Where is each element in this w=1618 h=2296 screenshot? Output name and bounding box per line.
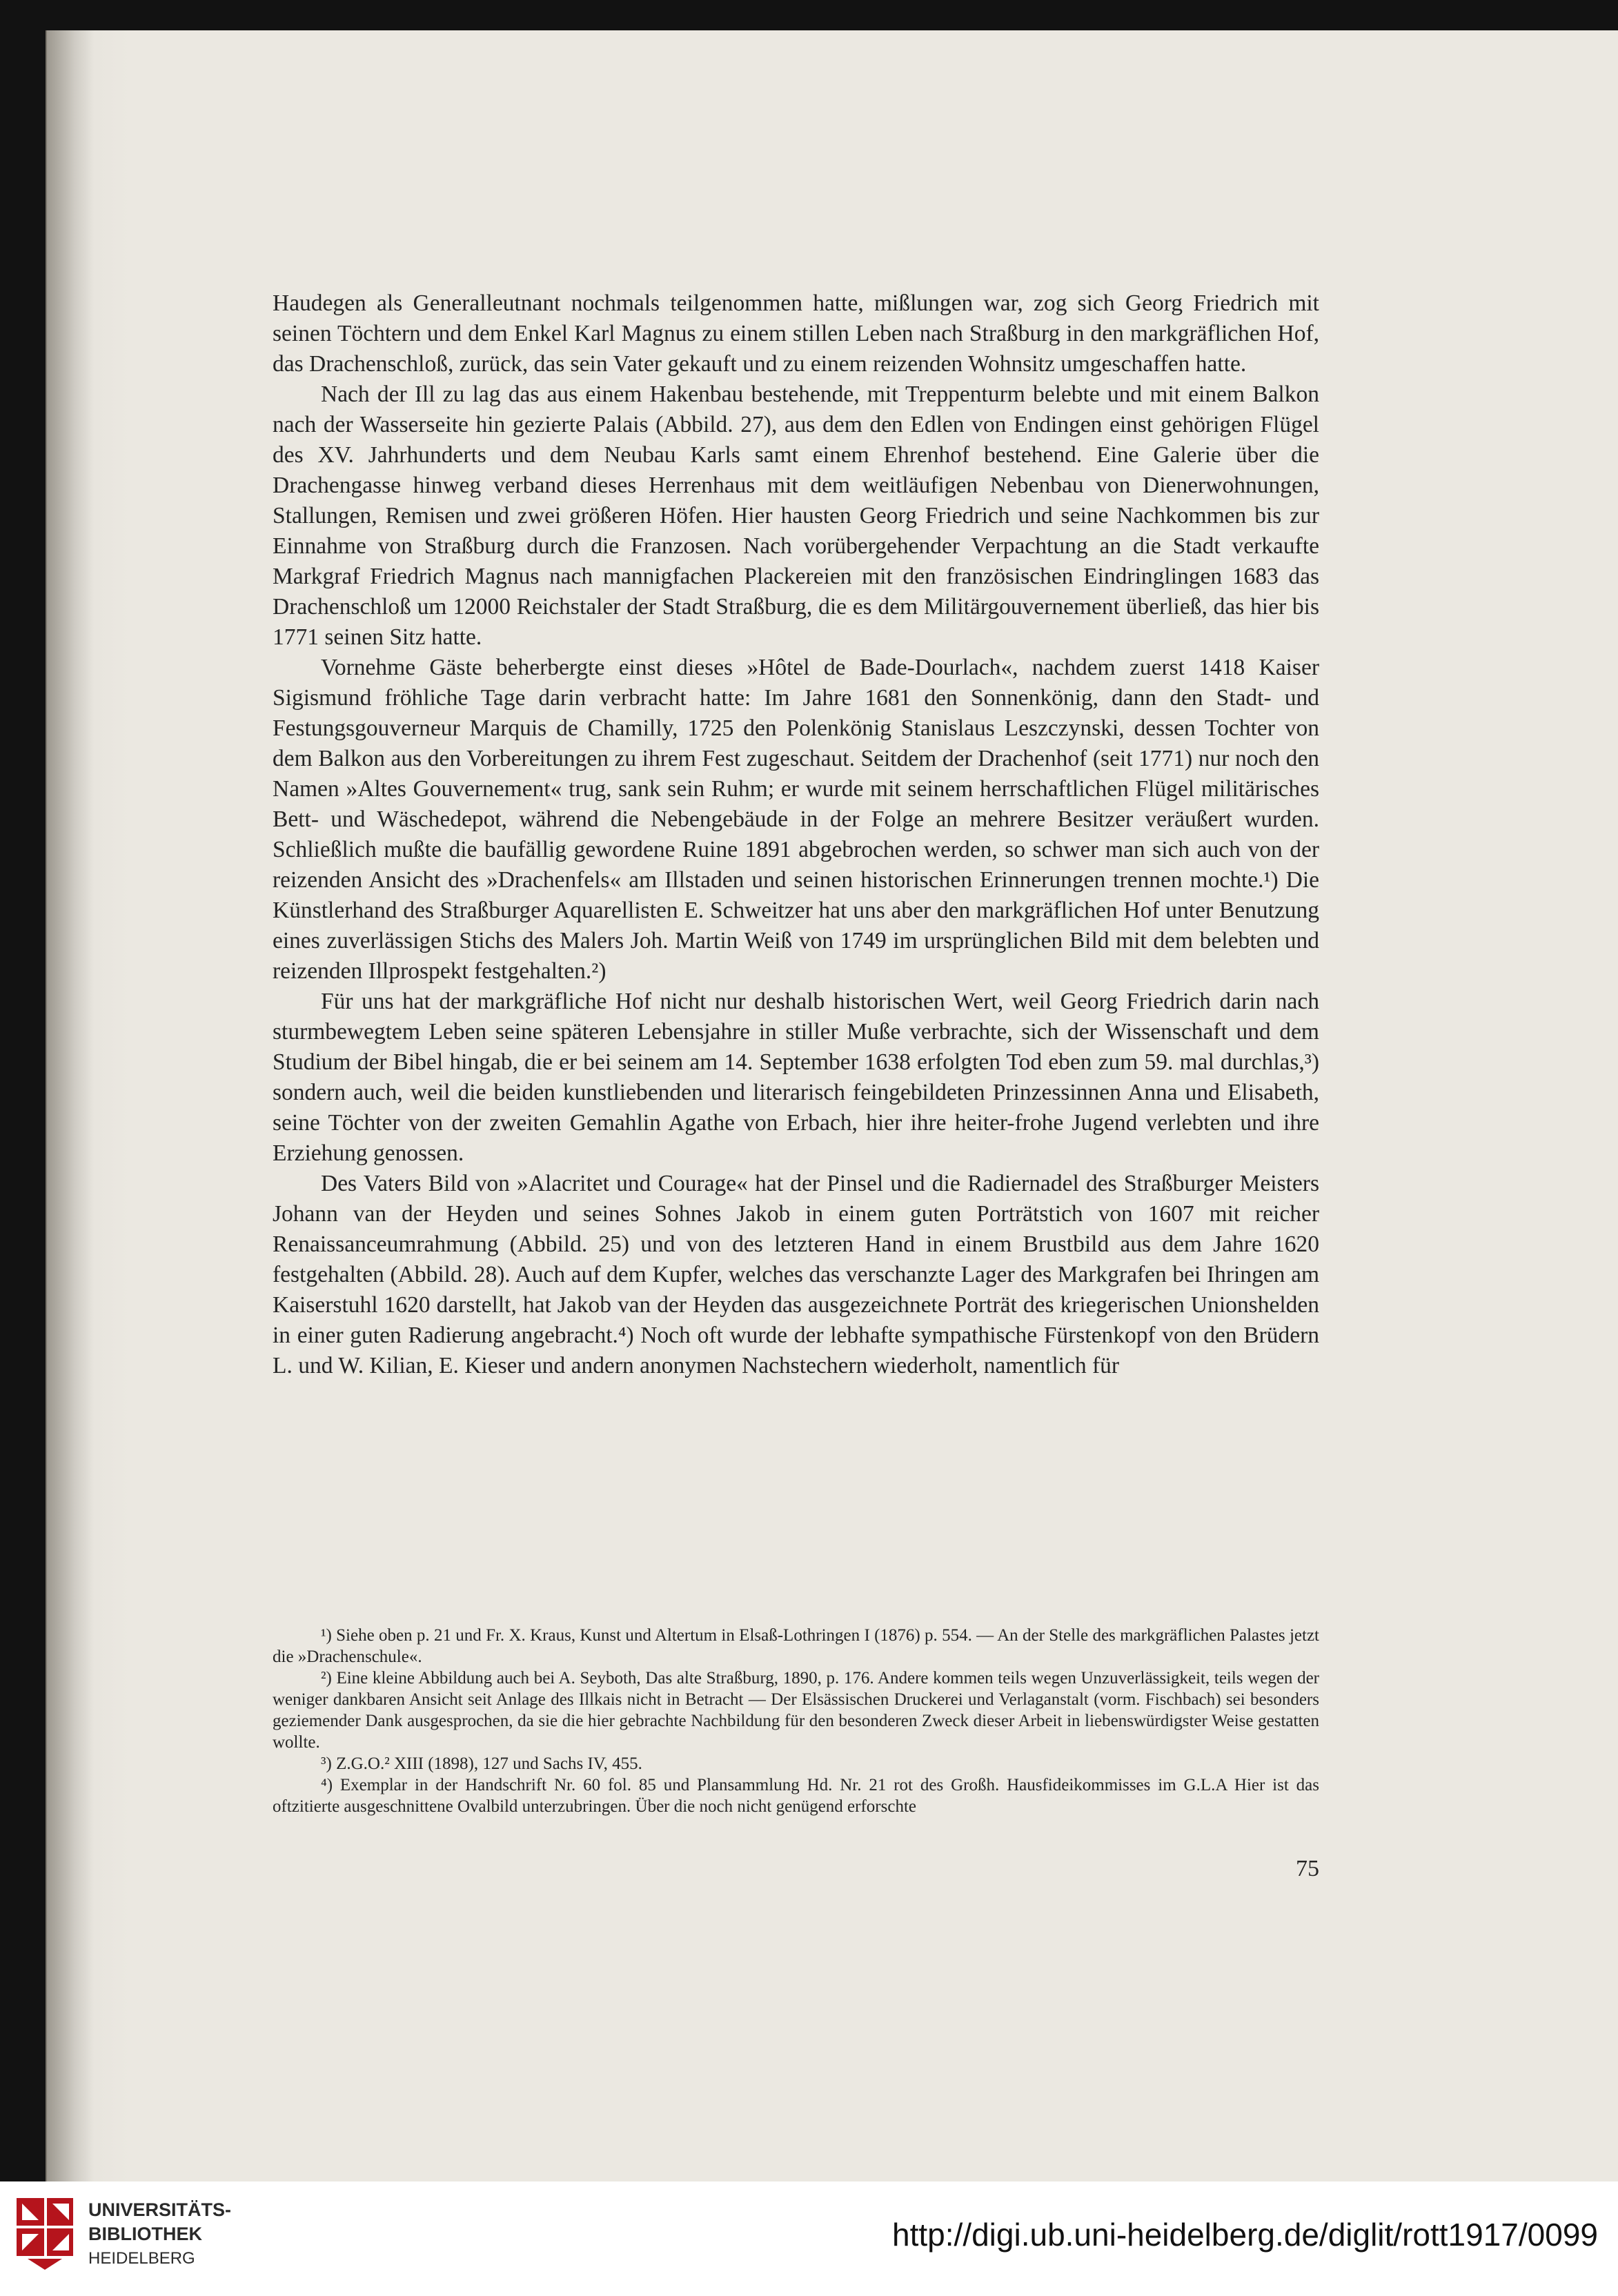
- logo-line: UNIVERSITÄTS-: [88, 2199, 232, 2220]
- library-seal-icon: [14, 2195, 76, 2271]
- library-logo[interactable]: [14, 2195, 232, 2278]
- paragraph: Nach der Ill zu lag das aus einem Hakenbau bestehende, mit Treppenturm belebte und mit einem Balkon nach der Wasserseite hin gezierte Palais (Abbild. 27), aus dem den Edlen von Endingen einst gehörigen Flügel des XV. Jahrhunderts und dem Neubau Karls samt einem Ehrenhof bestehend. Eine Galerie über die Drachengasse hinweg verband dieses Herrenhaus mit dem weitläufigen Nebenbau von Dienerwohnungen, Stallungen, Remisen und zwei größeren Höfen. Hier hausten Georg Friedrich und seine Nachkommen bis zur Einnahme von Straßburg durch die Franzosen. Nach vorübergehender Verpachtung an die Stadt verkaufte Markgraf Friedrich Magnus nach mannigfachen Plackereien mit den französischen Eindringlingen 1683 das Drachenschloß um 12000 Reichstaler der Stadt Straßburg, die es dem Militärgouvernement überließ, das hier bis 1771 seinen Sitz hatte.: [273, 382, 1319, 650]
- footnotes: [273, 1625, 1319, 1817]
- page-number: 75: [1296, 1856, 1319, 1881]
- footer-bar: [0, 2181, 1618, 2296]
- paragraph: Vornehme Gäste beherbergte einst dieses »Hôtel de Bade-Dourlach«, nachdem zuerst 1418 Kaiser Sigismund fröhliche Tage darin verbracht hatte: Im Jahre 1681 den Sonnenkönig, dann den Stadt- und Festungsgouverneur Marquis de Chamilly, 1725 den Polenkönig Stanislaus Leszczynski, dessen Tochter von dem Balkon aus den Vorbereitungen zu ihrem Fest zugeschaut. Seitdem der Drachenhof (seit 1771) nur noch den Namen »Altes Gouvernement« trug, sank sein Ruhm; er wurde mit seinem herrschaftlichen Flügel militärisches Bett- und Wäschedepot, während die Nebengebäude in der Folge an mehrere Besitzer veräußert wurden. Schließlich mußte die baufällig gewordene Ruine 1891 abgebrochen werden, so schwer man sich auch von der reizenden Ansicht des »Drachenfels« am Illstaden und seinen historischen Erinnerungen trennen mochte.¹) Die Künstlerhand des Straßburger Aquarellisten E. Schweitzer hat uns aber den markgräflichen Hof unter Benutzung eines zuverlässigen Stichs des Malers Joh. Martin Weiß von 1749 im ursprünglichen Bild mit dem belebten und reizenden Illprospekt festgehalten.²): [273, 655, 1319, 984]
- footnote: ¹) Siehe oben p. 21 und Fr. X. Kraus, Kunst und Altertum in Elsaß-Lothringen I (1876) p. 554. — An der Stelle des markgräflichen Palastes jetzt die »Drachenschule«.: [273, 1626, 1319, 1666]
- footnote: ⁴) Exemplar in der Handschrift Nr. 60 fol. 85 und Plansammlung Hd. Nr. 21 rot des Großh. Hausfideikommisses im G.L.A Hier ist das oftzitierte ausgeschnittene Ovalbild unterzubringen. Über die noch nicht genügend erforschte: [273, 1776, 1319, 1816]
- paragraph: Haudegen als Generalleutnant nochmals teilgenommen hatte, mißlungen war, zog sich Georg Friedrich mit seinen Töchtern und dem Enkel Karl Magnus zu einem stillen Leben nach Straßburg in den markgräflichen Hof, das Drachenschloß, zurück, das sein Vater gekauft und zu einem reizenden Wohnsitz umgeschaffen hatte.: [273, 290, 1319, 377]
- logo-line: BIBLIOTHEK: [88, 2224, 202, 2244]
- gutter-shadow: [46, 30, 94, 2181]
- paragraph: Für uns hat der markgräfliche Hof nicht nur deshalb historischen Wert, weil Georg Friedrich darin nach sturmbewegtem Leben seine späteren Lebensjahre in stiller Muße verbrachte, sich der Wissenschaft und dem Studium der Bibel hingab, die er bei seinem am 14. September 1638 erfolgten Tod eben zum 59. mal durchlas,³) sondern auch, weil die beiden kunstliebenden und literarisch feingebildeten Prinzessinnen Anna und Elisabeth, seine Töchter von der zweiten Gemahlin Agathe von Erbach, hier ihre heiter-frohe Jugend verlebten und ihre Erziehung genossen.: [273, 989, 1319, 1166]
- footnote: ²) Eine kleine Abbildung auch bei A. Seyboth, Das alte Straßburg, 1890, p. 176. Andere kommen teils wegen Unzuverlässigkeit, teils wegen der weniger dankbaren Ansicht seit Anlage des Illkais nicht in Betracht — Der Elsässischen Druckerei und Verlaganstalt (vorm. Fischbach) sei besonders geziemender Dank ausgesprochen, da sie die hier gebrachte Nachbildung für den besonderen Zweck dieser Arbeit in liebenswürdigster Weise gestatten wollte.: [273, 1669, 1319, 1752]
- logo-line: HEIDELBERG: [88, 2249, 195, 2268]
- permalink[interactable]: http://digi.ub.uni-heidelberg.de/diglit/rott1917/0099: [892, 2217, 1598, 2253]
- body-text: [273, 288, 1319, 1381]
- paragraph: Des Vaters Bild von »Alacritet und Courage« hat der Pinsel und die Radiernadel des Straßburger Meisters Johann van der Heyden und seines Sohnes Jakob in einem guten Porträtstich von 1607 mit reicher Renaissanceumrahmung (Abbild. 25) und von des letzteren Hand in einem Brustbild aus dem Jahre 1620 festgehalten (Abbild. 28). Auch auf dem Kupfer, welches das verschanzte Lager des Markgrafen bei Ihringen am Kaiserstuhl 1620 darstellt, hat Jakob van der Heyden das ausgezeichnete Porträt des kriegerischen Unionshelden in einer guten Radierung angebracht.⁴) Noch oft wurde der lebhafte sympathische Fürstenkopf von den Brüdern L. und W. Kilian, E. Kieser und andern anonymen Nachstechern wiederholt, namentlich für: [273, 1171, 1319, 1378]
- footnote: ³) Z.G.O.² XIII (1898), 127 und Sachs IV, 455.: [321, 1754, 642, 1773]
